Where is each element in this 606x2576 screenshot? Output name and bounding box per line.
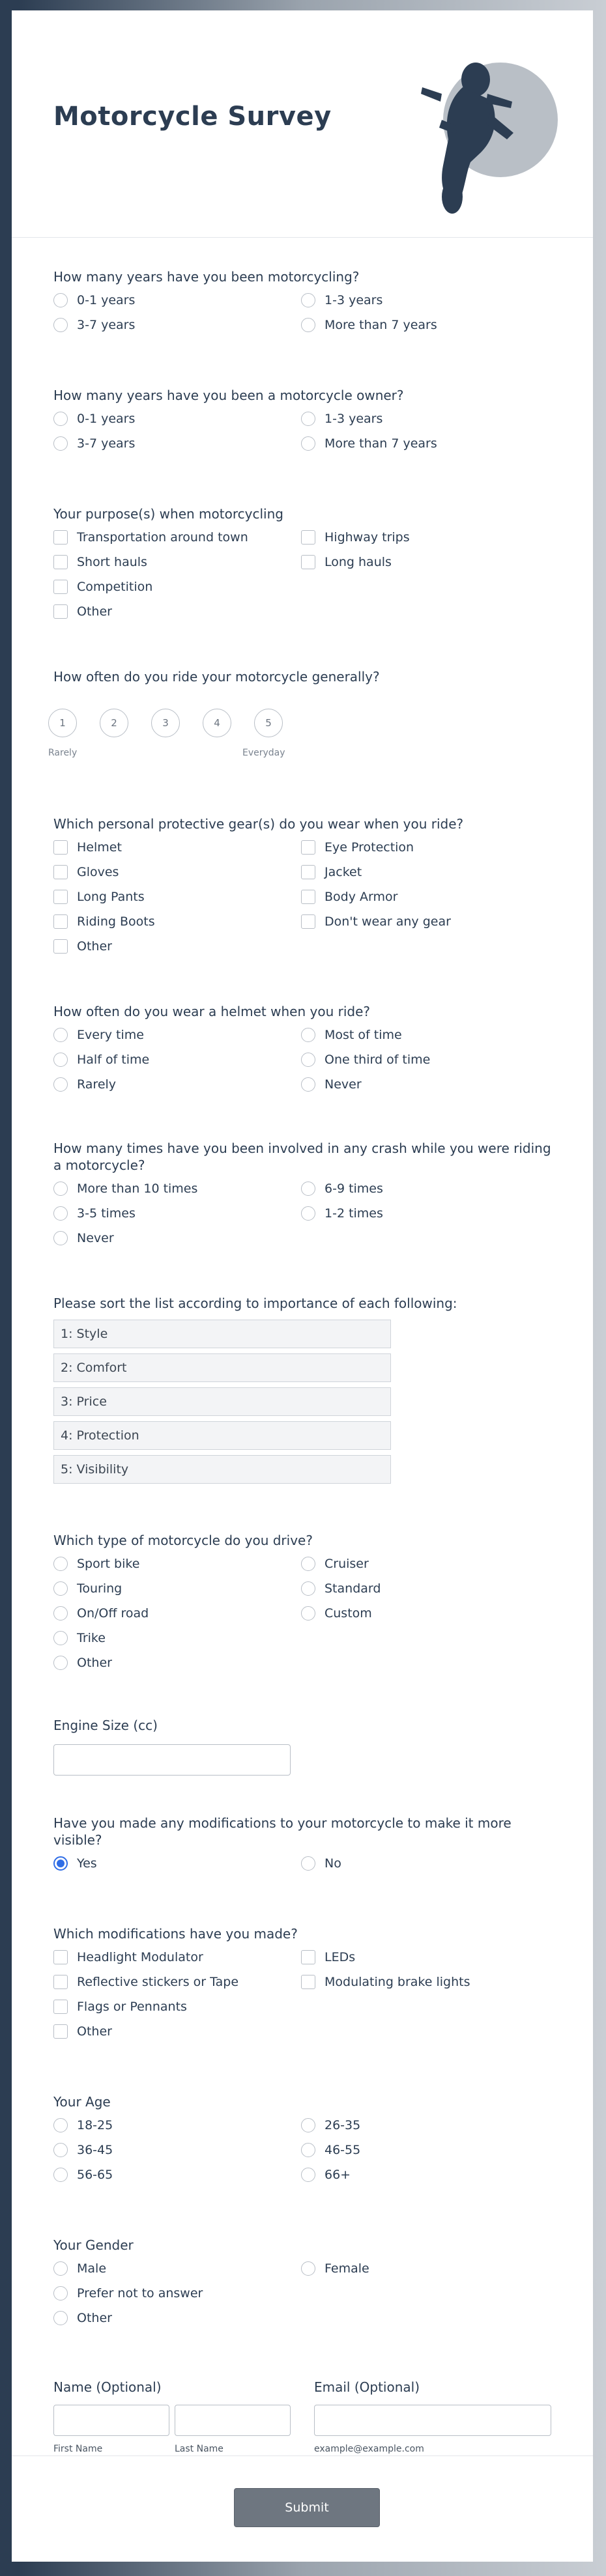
radio-button[interactable] [301, 1077, 315, 1092]
option-female[interactable]: Female [301, 2261, 369, 2276]
option-no-gear[interactable]: Don't wear any gear [301, 914, 451, 929]
question-label: Which type of motorcycle do you drive? [53, 1533, 313, 1548]
checkbox[interactable] [53, 865, 68, 879]
checkbox[interactable] [301, 555, 315, 569]
option-3-7-years[interactable]: 3-7 years [53, 436, 135, 451]
radio-button[interactable] [53, 1581, 68, 1596]
last-name-input[interactable] [175, 2405, 291, 2436]
radio-button[interactable] [53, 1557, 68, 1571]
radio-button[interactable] [53, 293, 68, 307]
radio-button[interactable] [301, 318, 315, 332]
checkbox[interactable] [53, 2024, 68, 2039]
option-headlight-modulator[interactable]: Headlight Modulator [53, 1950, 203, 1964]
radio-button-selected[interactable] [53, 1856, 68, 1871]
radio-button[interactable] [53, 1077, 68, 1092]
option-1-3-years[interactable]: 1-3 years [301, 412, 382, 426]
checkbox[interactable] [53, 890, 68, 904]
option-eye-protection[interactable]: Eye Protection [301, 840, 414, 855]
option-18-25[interactable]: 18-25 [53, 2118, 113, 2132]
question-label: Your Gender [53, 2237, 134, 2253]
checkbox[interactable] [53, 914, 68, 929]
form-header [12, 10, 593, 238]
radio-button[interactable] [301, 2168, 315, 2182]
radio-button[interactable] [301, 1557, 315, 1571]
question-label: Your purpose(s) when motorcycling [53, 506, 283, 522]
radio-button[interactable] [53, 1206, 68, 1221]
option-other[interactable]: Other [53, 2024, 112, 2039]
option-46-55[interactable]: 46-55 [301, 2143, 360, 2157]
option-touring[interactable]: Touring [53, 1581, 122, 1596]
option-never[interactable]: Never [301, 1077, 362, 1092]
option-3-7-years[interactable]: 3-7 years [53, 318, 135, 332]
option-custom[interactable]: Custom [301, 1606, 372, 1621]
question-motorcycle-type [53, 1532, 551, 1670]
name-label: Name (Optional) [53, 2379, 162, 2395]
option-other[interactable]: Other [53, 939, 112, 954]
checkbox[interactable] [301, 530, 315, 545]
first-name-input[interactable] [53, 2405, 169, 2436]
question-label: Engine Size (cc) [53, 1718, 158, 1733]
radio-button[interactable] [301, 1028, 315, 1042]
checkbox[interactable] [301, 914, 315, 929]
checkbox[interactable] [301, 1975, 315, 1989]
scale-low-label: Rarely [48, 748, 78, 758]
checkbox[interactable] [53, 939, 68, 954]
radio-button[interactable] [53, 1028, 68, 1042]
question-label: How often do you ride your motorcycle generally? [53, 669, 380, 685]
question-visibility-modifications [53, 1815, 551, 1871]
option-26-35[interactable]: 26-35 [301, 2118, 360, 2132]
radio-button[interactable] [301, 1856, 315, 1871]
option-most-of-time[interactable]: Most of time [301, 1028, 402, 1042]
checkbox[interactable] [301, 890, 315, 904]
option-jacket[interactable]: Jacket [301, 865, 362, 879]
question-label: How many times have you been involved in any crash while you were riding a motorcycle? [53, 1140, 551, 1173]
radio-button[interactable] [53, 2118, 68, 2132]
question-label: Please sort the list according to importance of each following: [53, 1295, 457, 1311]
radio-button[interactable] [301, 1182, 315, 1196]
option-male[interactable]: Male [53, 2261, 106, 2276]
submit-button[interactable]: Submit [234, 2488, 380, 2527]
motorcycle-rider-icon [403, 42, 559, 218]
option-short-hauls[interactable]: Short hauls [53, 555, 147, 569]
radio-button[interactable] [53, 2143, 68, 2157]
option-other[interactable]: Other [53, 2311, 112, 2325]
option-other[interactable]: Other [53, 1656, 112, 1670]
option-on-off-road[interactable]: On/Off road [53, 1606, 149, 1621]
question-label: Your Age [53, 2094, 111, 2110]
question-purpose [53, 505, 551, 619]
option-prefer-not-to-answer[interactable]: Prefer not to answer [53, 2286, 203, 2300]
question-modifications-made [53, 1925, 551, 2039]
option-3-5-times[interactable]: 3-5 times [53, 1206, 136, 1221]
question-gender [53, 2237, 551, 2325]
scale-option-2[interactable]: 2 [100, 709, 128, 737]
option-66-plus[interactable]: 66+ [301, 2168, 351, 2182]
radio-button[interactable] [301, 436, 315, 451]
option-more-than-10[interactable]: More than 10 times [53, 1182, 197, 1196]
sort-item-price[interactable]: 3: Price [53, 1387, 391, 1416]
radio-button[interactable] [301, 412, 315, 426]
radio-button[interactable] [301, 1053, 315, 1067]
checkbox[interactable] [53, 2000, 68, 2014]
radio-button[interactable] [53, 1656, 68, 1670]
option-cruiser[interactable]: Cruiser [301, 1557, 369, 1571]
option-trike[interactable]: Trike [53, 1631, 106, 1645]
form-title: Motorcycle Survey [53, 102, 332, 132]
question-sort-importance [53, 1295, 551, 1477]
scale-option-5[interactable]: 5 [254, 709, 283, 737]
radio-button[interactable] [53, 1631, 68, 1645]
option-other[interactable]: Other [53, 604, 112, 619]
option-modulating-brake-lights[interactable]: Modulating brake lights [301, 1975, 470, 1989]
question-engine-size [53, 1717, 551, 1734]
option-transportation[interactable]: Transportation around town [53, 530, 248, 545]
option-yes[interactable]: Yes [53, 1856, 97, 1871]
question-crash-count [53, 1140, 551, 1245]
question-label: How many years have you been a motorcycle owner? [53, 388, 404, 403]
radio-button[interactable] [53, 412, 68, 426]
question-years-motorcycling [53, 268, 551, 332]
radio-button[interactable] [53, 318, 68, 332]
option-gloves[interactable]: Gloves [53, 865, 119, 879]
question-age [53, 2093, 551, 2182]
option-standard[interactable]: Standard [301, 1581, 381, 1596]
radio-button[interactable] [301, 2118, 315, 2132]
checkbox[interactable] [53, 604, 68, 619]
checkbox[interactable] [53, 1975, 68, 1989]
radio-button[interactable] [53, 1182, 68, 1196]
option-one-third-of-time[interactable]: One third of time [301, 1053, 430, 1067]
option-reflective-stickers[interactable]: Reflective stickers or Tape [53, 1975, 238, 1989]
email-input[interactable] [314, 2405, 551, 2436]
survey-form [12, 10, 593, 2562]
last-name-sublabel: Last Name [175, 2444, 224, 2454]
option-never[interactable]: Never [53, 1231, 114, 1245]
option-36-45[interactable]: 36-45 [53, 2143, 113, 2157]
option-0-1-years[interactable]: 0-1 years [53, 412, 135, 426]
radio-button[interactable] [53, 2261, 68, 2276]
option-6-9-times[interactable]: 6-9 times [301, 1182, 383, 1196]
option-flags-pennants[interactable]: Flags or Pennants [53, 2000, 187, 2014]
option-every-time[interactable]: Every time [53, 1028, 144, 1042]
radio-button[interactable] [53, 2311, 68, 2325]
scale-option-4[interactable]: 4 [203, 709, 231, 737]
option-rarely[interactable]: Rarely [53, 1077, 116, 1092]
option-body-armor[interactable]: Body Armor [301, 890, 397, 904]
option-0-1-years[interactable]: 0-1 years [53, 293, 135, 307]
checkbox[interactable] [301, 865, 315, 879]
checkbox[interactable] [301, 1950, 315, 1964]
question-protective-gear [53, 815, 551, 954]
radio-button[interactable] [53, 2168, 68, 2182]
sort-item-protection[interactable]: 4: Protection [53, 1421, 391, 1450]
checkbox[interactable] [53, 580, 68, 594]
option-sport-bike[interactable]: Sport bike [53, 1557, 139, 1571]
checkbox[interactable] [53, 1950, 68, 1964]
radio-button[interactable] [301, 1206, 315, 1221]
scale-high-label: Everyday [242, 748, 285, 758]
option-competition[interactable]: Competition [53, 580, 152, 594]
radio-button[interactable] [53, 2286, 68, 2300]
radio-button[interactable] [301, 2261, 315, 2276]
checkbox[interactable] [301, 840, 315, 855]
question-helmet-frequency [53, 1003, 551, 1092]
sort-item-visibility[interactable]: 5: Visibility [53, 1455, 391, 1484]
option-half-of-time[interactable]: Half of time [53, 1053, 149, 1067]
option-long-hauls[interactable]: Long hauls [301, 555, 392, 569]
first-name-sublabel: First Name [53, 2444, 103, 2454]
question-label: Which modifications have you made? [53, 1926, 298, 1942]
option-leds[interactable]: LEDs [301, 1950, 355, 1964]
name-email-row [53, 2379, 551, 2454]
option-1-2-times[interactable]: 1-2 times [301, 1206, 383, 1221]
email-sublabel: example@example.com [314, 2444, 424, 2454]
question-label: How many years have you been motorcycling? [53, 269, 360, 285]
scale-option-1[interactable]: 1 [48, 709, 77, 737]
option-highway-trips[interactable]: Highway trips [301, 530, 410, 545]
question-label: How often do you wear a helmet when you ride? [53, 1004, 370, 1019]
radio-button[interactable] [301, 1606, 315, 1621]
question-label: Have you made any modifications to your motorcycle to make it more visible? [53, 1815, 512, 1848]
radio-button[interactable] [301, 293, 315, 307]
radio-button[interactable] [53, 1231, 68, 1245]
radio-button[interactable] [53, 436, 68, 451]
email-label: Email (Optional) [314, 2379, 420, 2395]
option-more-than-7-years[interactable]: More than 7 years [301, 318, 437, 332]
question-years-owner [53, 387, 551, 451]
scale-option-3[interactable]: 3 [151, 709, 180, 737]
sort-item-style[interactable]: 1: Style [53, 1320, 391, 1348]
question-label: Which personal protective gear(s) do you wear when you ride? [53, 816, 464, 832]
checkbox[interactable] [53, 840, 68, 855]
option-no[interactable]: No [301, 1856, 341, 1871]
option-riding-boots[interactable]: Riding Boots [53, 914, 155, 929]
radio-button[interactable] [301, 2143, 315, 2157]
radio-button[interactable] [53, 1053, 68, 1067]
option-long-pants[interactable]: Long Pants [53, 890, 145, 904]
option-helmet[interactable]: Helmet [53, 840, 122, 855]
question-ride-frequency [48, 668, 551, 758]
checkbox[interactable] [53, 530, 68, 545]
option-more-than-7-years[interactable]: More than 7 years [301, 436, 437, 451]
sort-item-comfort[interactable]: 2: Comfort [53, 1353, 391, 1382]
radio-button[interactable] [53, 1606, 68, 1621]
checkbox[interactable] [53, 555, 68, 569]
engine-size-input[interactable] [53, 1744, 291, 1776]
radio-button[interactable] [301, 1581, 315, 1596]
option-56-65[interactable]: 56-65 [53, 2168, 113, 2182]
option-1-3-years[interactable]: 1-3 years [301, 293, 382, 307]
